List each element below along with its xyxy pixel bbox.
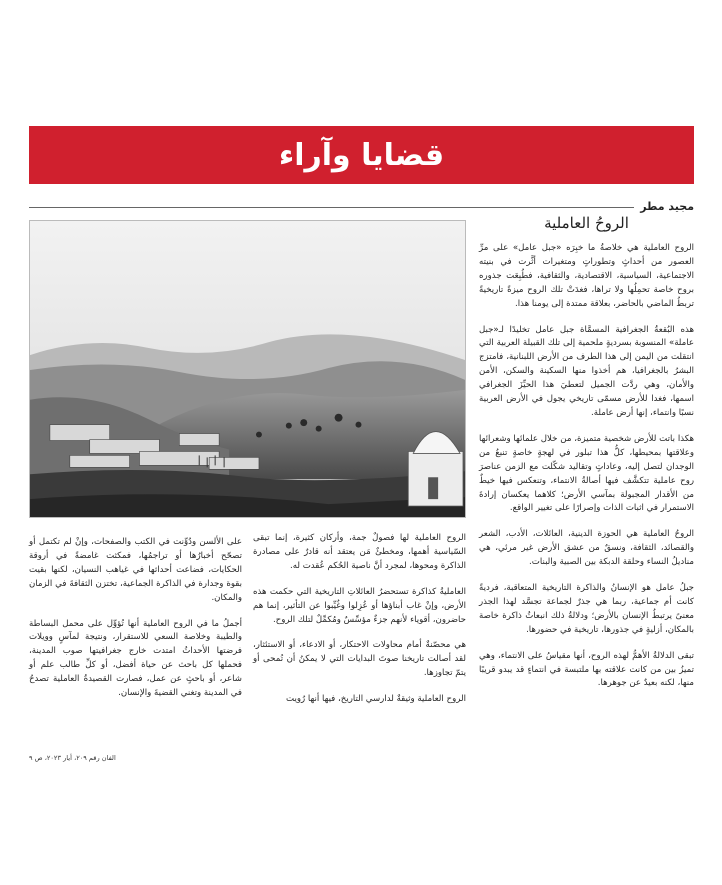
paragraph: تبقى الدلالةُ الأهمُّ لهذه الروح، أنها مقياسُ على الانتماء، وهي تميزُ بين من كانت علاقته بها ملتبسة في انتماءٍ قد يبدو قريبًا منها، لكنه بعيدٌ عن جوهرها. bbox=[479, 650, 694, 689]
byline-divider bbox=[29, 207, 634, 208]
paragraph: هذه البُقعةُ الجغرافية المسمَّاة جبل عامل تخليدًا لـ«جبل عاملة» المنسوبة بسرديةٍ ملحمية إلى تلك القبيلة العربية التي انتقلت من اليمن إلى هذا الطرف من الأرض اللبنانية، فامتزج البشرُ بالجغرافيا، هم أخذوا منها السكينة والسكن، الأمن والأمان، وهي ردَّت الجميل لتعطيَ هذا الحيِّزَ الجغرافي اسمها، فغدا للأرض مسمّى تاريخي يجول في الأرض العربية نسبًا وانتماء، إنها أرض عاملة. bbox=[479, 324, 694, 418]
paragraph: الروحُ العاملية هي الحوزة الدينية، العائلات، الأدب، الشعر والقصائد، الثقافة، ونسقٌ من عشق الأرض غير مرئي، هي مناديلُ النساء وحلقة الدبكة بين الصبية والبنات. bbox=[479, 529, 694, 568]
paragraph: على الألسن ودُوِّنت في الكتب والصفحات، وإنْ لم تكتمل أو تصحّح أخبارُها أو تراجمُها، فمكثت غامضةً في أروقة الحكايات، فضاعت أحداثها في غياهب النسيان، لكنها بقيت بقوة وجدارة في الذاكرة الجماعية، تختزن الثقافةَ في الزمان والمكان. bbox=[29, 537, 242, 603]
page-title-banner bbox=[29, 126, 694, 184]
page-footer: الفان رقم ٢٠٩، أيار ٢٠٢٣، ص ٩ bbox=[29, 754, 116, 762]
landscape-photo bbox=[29, 220, 466, 518]
paragraph: الروح العاملية هي خلاصةُ ما خبِرَه «جبل عامل» على مرِّ العصور من أحداثٍ وتطوراتٍ ومتغيرات أثَّرت في بنيته الاجتماعية، السياسية، الاقتصادية، والثقافية، فطُبِعَت جذوره بروح خاصة تحمِلُها ولا تراها، فغدَتْ تلك الروح ميزةً تاريخيةً تربطُ الماضي بالحاضر، بعلاقة ممتدة إلى يومنا هذا. bbox=[479, 243, 694, 309]
paragraph: هي محصّنةٌ أمام محاولات الاحتكار، أو الادعاء، أو الاستئثار، لقد أصالت تاريخنا صوتَ البدايات التي لا يمكنُ أن تُمحى أو يتمّ تجاوزها. bbox=[253, 640, 466, 679]
paragraph: العامليةُ كذاكرة تستحضرُ العائلاتِ التاريخية التي حكمت هذه الأرض، وإنْ غاب أبناؤها أو عُزِلوا وغُيِّبوا عن التأثير، إنما هم حاضرون، أقوياء لأنهم جزءٌ مؤسِّسٌ ومُكمِّلٌ لتلك الروح. bbox=[253, 586, 466, 625]
article-column-left bbox=[29, 536, 242, 713]
paragraph: هكذا باتت للأرض شخصية متميزة، من خلال علمائها وشعرائها وعلاقتها بمحيطها، كلُّ هذا تبلور في لهجةٍ خاصةٍ تنبعُ من الوجدان لتصل إليه، وعاداتٍ وتقاليد شكّلت مع الزمن عناصرَ روح عاملية تتكشَّف فيها أصالةُ الانتماء، وتنعكس فيها خيطٌ من الأقدار المجبولة بمآسي الأرض؛ كلاهما يعكسان إرادةَ الاستمرار في اثبات الذات وإصرارًا على تغيير الواقع. bbox=[479, 433, 694, 514]
paragraph: أجملُ ما في الروح العاملية أنها تُؤوِّل على محمل البساطة والطيبة وخلاصة السعي للاستقرار، ونتيجة لمآسٍ وويلات فرضتها الأحداثُ امتدت خارج جغرافيتها صوب المدينة، فحملها كل باحث عن حياة أفضل، أو كلِّ طالب علم أو شاعر، أو باحثٍ عن عمل، فصارت القصيدةُ العاملية تصدحُ في المدينة وتغني القضيةَ والإنسان. bbox=[29, 618, 242, 699]
paragraph: الروح العاملية لها فصولٌ جمة، وأركان كثيرة، إنما تبقى السّياسية أهمها، ومخطئٌ مَن يعتقد أنه قادرٌ على مصادرة الذاكرة ومحوها، لمجرد أنَّ ناصية الحُكم عُقدت له. bbox=[253, 533, 466, 571]
page-title: قضايا وآراء bbox=[278, 137, 445, 173]
section-title: الروحُ العاملية bbox=[544, 214, 629, 232]
article-column-middle bbox=[253, 532, 466, 719]
village-landscape-illustration bbox=[30, 221, 465, 517]
author-name: مجيد مطر bbox=[640, 200, 694, 213]
article-column-right bbox=[479, 242, 694, 703]
paragraph: الروح العاملية وثيقةٌ لدارسي التاريخ، فيها أنها رُويت bbox=[286, 694, 466, 705]
paragraph: جبلُ عامل هو الإنسانُ والذاكرة التاريخية المتعاقبة، فرديةً كانت أم جماعية، ربما هي جذرٌ لجماعة تجسَّد لهذا الجذر معنىً يرتبطُ الإنسان بالأرض؛ ودلالةُ ذلك انبعاثُ ذاكرة خاصة بالمكان، أزليةٍ في جذورها، تاريخية في حضورها. bbox=[479, 583, 694, 635]
